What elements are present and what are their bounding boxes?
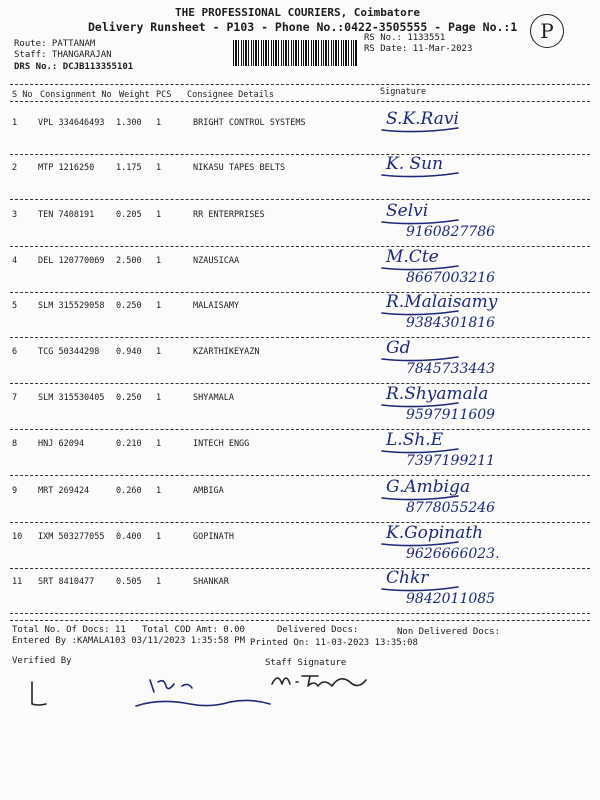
consignment-no: DEL 120770069 bbox=[38, 256, 105, 266]
consignee-signature bbox=[378, 425, 598, 467]
col-signature: Signature bbox=[380, 87, 427, 97]
consignee-name: SHANKAR bbox=[193, 577, 229, 587]
row-sno: 9 bbox=[12, 486, 18, 496]
pcs: 1 bbox=[156, 256, 162, 266]
staff-label: Staff: THANGARAJAN bbox=[14, 50, 112, 60]
printed-on: Printed On: 11-03-2023 13:35:08 bbox=[250, 638, 418, 648]
consignment-no: TCG 50344298 bbox=[38, 347, 100, 357]
divider bbox=[10, 101, 590, 102]
signature-text: R.Malaisamy bbox=[386, 292, 498, 312]
pcs: 1 bbox=[156, 347, 162, 357]
row-sno: 8 bbox=[12, 439, 18, 449]
consignment-no: SLM 315529058 bbox=[38, 301, 105, 311]
weight: 0.250 bbox=[116, 393, 142, 403]
consignee-name: KZARTHIKEYAZN bbox=[193, 347, 260, 357]
weight: 0.940 bbox=[116, 347, 142, 357]
total-cod: Total COD Amt: 0.00 bbox=[142, 625, 245, 635]
pcs: 1 bbox=[156, 577, 162, 587]
weight: 0.400 bbox=[116, 532, 142, 542]
handwritten-phone: 7397199211 bbox=[406, 453, 496, 469]
consignment-no: SLM 315530405 bbox=[38, 393, 105, 403]
consignee-name: NZAUSICAA bbox=[193, 256, 240, 266]
delivered-docs: Delivered Docs: bbox=[277, 625, 359, 635]
staff-signature-scrawl bbox=[130, 672, 280, 722]
consignee-signature bbox=[378, 104, 598, 146]
weight: 0.260 bbox=[116, 486, 142, 496]
handwritten-phone: 9160827786 bbox=[406, 224, 496, 240]
consignment-no: IXM 503277055 bbox=[38, 532, 105, 542]
consignment-no: SRT 8410477 bbox=[38, 577, 95, 587]
col-sno: S No bbox=[12, 90, 33, 100]
divider bbox=[10, 620, 590, 621]
consignee-signature bbox=[378, 196, 598, 238]
company-title: THE PROFESSIONAL COURIERS, Coimbatore bbox=[175, 6, 421, 19]
col-weight: Weight bbox=[119, 90, 150, 100]
row-sno: 5 bbox=[12, 301, 18, 311]
row-sno: 10 bbox=[12, 532, 23, 542]
consignee-signature bbox=[378, 242, 598, 284]
consignee-name: NIKASU TAPES BELTS bbox=[193, 163, 286, 173]
signature-text: Gd bbox=[386, 338, 411, 358]
row-sno: 11 bbox=[12, 577, 23, 587]
handwritten-phone: 7845733443 bbox=[406, 361, 496, 377]
signature-text: R.Shyamala bbox=[386, 384, 489, 404]
drs-number: DRS No.: DCJB113355101 bbox=[14, 62, 134, 72]
handwritten-phone: 9842011085 bbox=[406, 591, 496, 607]
handwritten-phone: 9626666023. bbox=[406, 546, 500, 562]
consignee-name: RR ENTERPRISES bbox=[193, 210, 265, 220]
row-sno: 3 bbox=[12, 210, 18, 220]
handwritten-phone: 9384301816 bbox=[406, 315, 496, 331]
consignee-signature bbox=[378, 149, 598, 191]
consignment-no: TEN 7408191 bbox=[38, 210, 95, 220]
signature-text: K. Sun bbox=[386, 154, 444, 174]
weight: 0.505 bbox=[116, 577, 142, 587]
signature-text: Chkr bbox=[386, 568, 429, 588]
weight: 1.175 bbox=[116, 163, 142, 173]
col-consignment: Consignment No bbox=[40, 90, 112, 100]
signature-text: L.Sh.E bbox=[386, 430, 444, 450]
verifier-signature bbox=[20, 680, 60, 710]
consignee-name: GOPINATH bbox=[193, 532, 234, 542]
signature-text: G.Ambiga bbox=[386, 477, 471, 497]
consignee-signature bbox=[378, 287, 598, 329]
consignee-name: AMBIGA bbox=[193, 486, 224, 496]
row-sno: 4 bbox=[12, 256, 18, 266]
row-sno: 1 bbox=[12, 118, 18, 128]
consignment-no: HNJ 62094 bbox=[38, 439, 85, 449]
consignment-no: MRT 269424 bbox=[38, 486, 90, 496]
consignee-signature bbox=[378, 518, 598, 560]
signature-text: S.K.Ravi bbox=[386, 109, 459, 129]
consignee-name: MALAISAMY bbox=[193, 301, 240, 311]
pcs: 1 bbox=[156, 210, 162, 220]
route-label: Route: PATTANAM bbox=[14, 39, 96, 49]
non-delivered-docs: Non Delivered Docs: bbox=[397, 627, 500, 637]
handwritten-phone: 8667003216 bbox=[406, 270, 496, 286]
consignee-name: INTECH ENGG bbox=[193, 439, 250, 449]
row-sno: 6 bbox=[12, 347, 18, 357]
page-stamp: P bbox=[530, 14, 564, 48]
pcs: 1 bbox=[156, 393, 162, 403]
consignee-signature bbox=[378, 472, 598, 514]
weight: 0.250 bbox=[116, 301, 142, 311]
col-pcs: PCS bbox=[156, 90, 172, 100]
consignment-no: MTP 1216250 bbox=[38, 163, 95, 173]
row-sno: 2 bbox=[12, 163, 18, 173]
consignee-signature bbox=[378, 563, 598, 605]
barcode bbox=[233, 40, 357, 66]
weight: 1.300 bbox=[116, 118, 142, 128]
signature-text: Selvi bbox=[386, 201, 429, 221]
col-consignee: Consignee Details bbox=[187, 90, 274, 100]
staff-signature bbox=[268, 668, 378, 698]
pcs: 1 bbox=[156, 118, 162, 128]
signature-text: M.Cte bbox=[386, 247, 439, 267]
consignee-signature bbox=[378, 333, 598, 375]
signature-text: K.Gopinath bbox=[386, 523, 484, 543]
handwritten-phone: 8778055246 bbox=[406, 500, 496, 516]
handwritten-phone: 9597911609 bbox=[406, 407, 496, 423]
staff-signature-label: Staff Signature bbox=[265, 658, 347, 668]
weight: 2.500 bbox=[116, 256, 142, 266]
total-docs: Total No. Of Docs: 11 bbox=[12, 625, 126, 635]
consignee-name: SHYAMALA bbox=[193, 393, 234, 403]
pcs: 1 bbox=[156, 486, 162, 496]
consignee-name: BRIGHT CONTROL SYSTEMS bbox=[193, 118, 306, 128]
pcs: 1 bbox=[156, 163, 162, 173]
row-divider bbox=[10, 613, 590, 614]
entered-by: Entered By :KAMALA103 03/11/2023 1:35:58 PM bbox=[12, 636, 245, 646]
runsheet-subtitle: Delivery Runsheet - P103 - Phone No.:0422-3505555 - Page No.:1 bbox=[88, 20, 518, 34]
consignment-no: VPL 334646493 bbox=[38, 118, 105, 128]
rs-number: RS No.: 1133551 bbox=[364, 33, 446, 43]
row-sno: 7 bbox=[12, 393, 18, 403]
pcs: 1 bbox=[156, 301, 162, 311]
divider bbox=[10, 84, 590, 85]
pcs: 1 bbox=[156, 439, 162, 449]
weight: 0.205 bbox=[116, 210, 142, 220]
pcs: 1 bbox=[156, 532, 162, 542]
verified-by: Verified By bbox=[12, 656, 72, 666]
weight: 0.210 bbox=[116, 439, 142, 449]
rs-date: RS Date: 11-Mar-2023 bbox=[364, 44, 473, 54]
consignee-signature bbox=[378, 379, 598, 421]
